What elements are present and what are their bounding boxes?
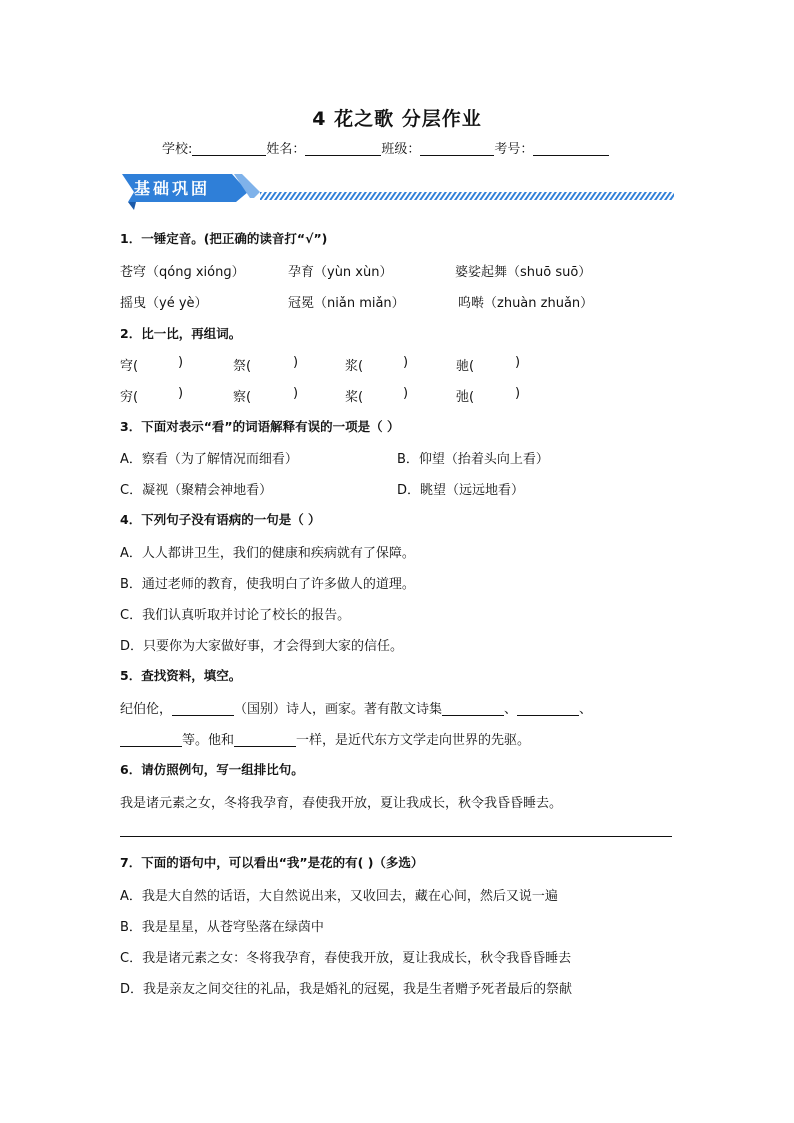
q2-close: ) — [293, 355, 299, 370]
q5-text: 一样，是近代东方文学走向世界的先驱。 — [296, 733, 531, 748]
question-5-title: 5．查找资料，填空。 — [120, 668, 242, 683]
q5-text: 、 — [504, 702, 518, 717]
q7-option-b[interactable]: B．我是星星，从苍穹坠落在绿茵中 — [120, 920, 324, 935]
number-blank[interactable] — [533, 141, 609, 156]
q2-char: 祭( — [233, 359, 252, 374]
q5-line-1 — [120, 698, 592, 717]
name-blank[interactable] — [305, 141, 381, 156]
q2-close: ) — [515, 386, 521, 401]
q3-option-a[interactable]: A．察看（为了解情况而细看） — [120, 452, 298, 467]
q2-char: 驰( — [456, 359, 475, 374]
question-2-title: 2．比一比，再组词。 — [120, 326, 242, 341]
q7-option-c[interactable]: C．我是诸元素之女：冬将我孕育，春使我开放，夏让我成长，秋令我昏昏睡去 — [120, 951, 572, 966]
student-info-line — [162, 138, 609, 157]
question-7-title: 7．下面的语句中，可以看出“我”是花的有( )（多选） — [120, 855, 424, 870]
q6-example: 我是诸元素之女，冬将我孕育，春使我开放，夏让我成长，秋令我昏昏睡去。 — [120, 796, 563, 811]
q5-blank-person[interactable] — [234, 732, 296, 747]
q4-option-a[interactable]: A．人人都讲卫生，我们的健康和疾病就有了保障。 — [120, 546, 415, 561]
question-6-title: 6．请仿照例句，写一组排比句。 — [120, 762, 304, 777]
school-blank[interactable] — [192, 141, 266, 156]
q5-blank-work-1[interactable] — [442, 701, 504, 716]
q7-option-a[interactable]: A．我是大自然的话语，大自然说出来，又收回去，藏在心间，然后又说一遍 — [120, 889, 558, 904]
q1-item: 冠冕（niǎn miǎn） — [288, 296, 405, 311]
page-title: 4 花之歌 分层作业 — [312, 108, 482, 130]
school-label: 学校: — [162, 142, 193, 157]
class-label: 班级： — [381, 142, 421, 157]
name-label: 姓名： — [266, 142, 306, 157]
q3-option-d[interactable]: D．眺望（远远地看） — [397, 483, 525, 498]
q3-option-b[interactable]: B．仰望（抬着头向上看） — [397, 452, 549, 467]
question-3-title: 3．下面对表示“看”的词语解释有误的一项是（ ） — [120, 419, 400, 434]
q2-close: ) — [178, 355, 184, 370]
q5-text: 、 — [579, 702, 593, 717]
q5-text: （国别）诗人，画家。著有散文诗集 — [234, 702, 443, 717]
question-4-title: 4．下列句子没有语病的一句是（ ） — [120, 512, 321, 527]
q2-close: ) — [293, 386, 299, 401]
class-blank[interactable] — [420, 141, 494, 156]
q1-item: 孕育（yùn xùn） — [288, 265, 393, 280]
q7-option-d[interactable]: D．我是亲友之间交往的礼品，我是婚礼的冠冕，我是生者赠予死者最后的祭献 — [120, 982, 573, 997]
q5-line-2 — [120, 729, 530, 748]
q3-option-c[interactable]: C．凝视（聚精会神地看） — [120, 483, 273, 498]
q2-char: 察( — [233, 390, 252, 405]
banner-label: 基础巩固 — [134, 179, 211, 198]
q2-close: ) — [178, 386, 184, 401]
q5-text: 等。他和 — [182, 733, 235, 748]
question-1-title: 1．一锤定音。(把正确的读音打“√”) — [120, 231, 328, 246]
q2-close: ) — [403, 355, 409, 370]
q1-item: 苍穹（qónɡ xiónɡ） — [120, 265, 245, 280]
q4-option-b[interactable]: B．通过老师的教育，使我明白了许多做人的道理。 — [120, 577, 415, 592]
q2-char: 桨( — [345, 390, 364, 405]
q2-char: 穷( — [120, 390, 139, 405]
q4-option-d[interactable]: D．只要你为大家做好事，才会得到大家的信任。 — [120, 639, 404, 654]
q5-blank-work-2[interactable] — [517, 701, 579, 716]
q1-item: 摇曳（yé yè） — [120, 296, 208, 311]
q2-char: 穹( — [120, 359, 139, 374]
q2-close: ) — [403, 386, 409, 401]
q6-answer-line[interactable] — [120, 836, 672, 837]
q2-char: 弛( — [456, 390, 475, 405]
q1-item: 婆娑起舞（shuō suō） — [455, 265, 592, 280]
q1-item: 呜啭（zhuàn zhuǎn） — [458, 296, 594, 311]
q5-blank-work-3[interactable] — [120, 732, 182, 747]
q2-char: 浆( — [345, 359, 364, 374]
q4-option-c[interactable]: C．我们认真听取并讨论了校长的报告。 — [120, 608, 351, 623]
section-banner — [120, 170, 676, 210]
q2-close: ) — [515, 355, 521, 370]
q5-text: 纪伯伦， — [120, 702, 173, 717]
q5-blank-country[interactable] — [172, 701, 234, 716]
number-label: 考号： — [494, 142, 534, 157]
